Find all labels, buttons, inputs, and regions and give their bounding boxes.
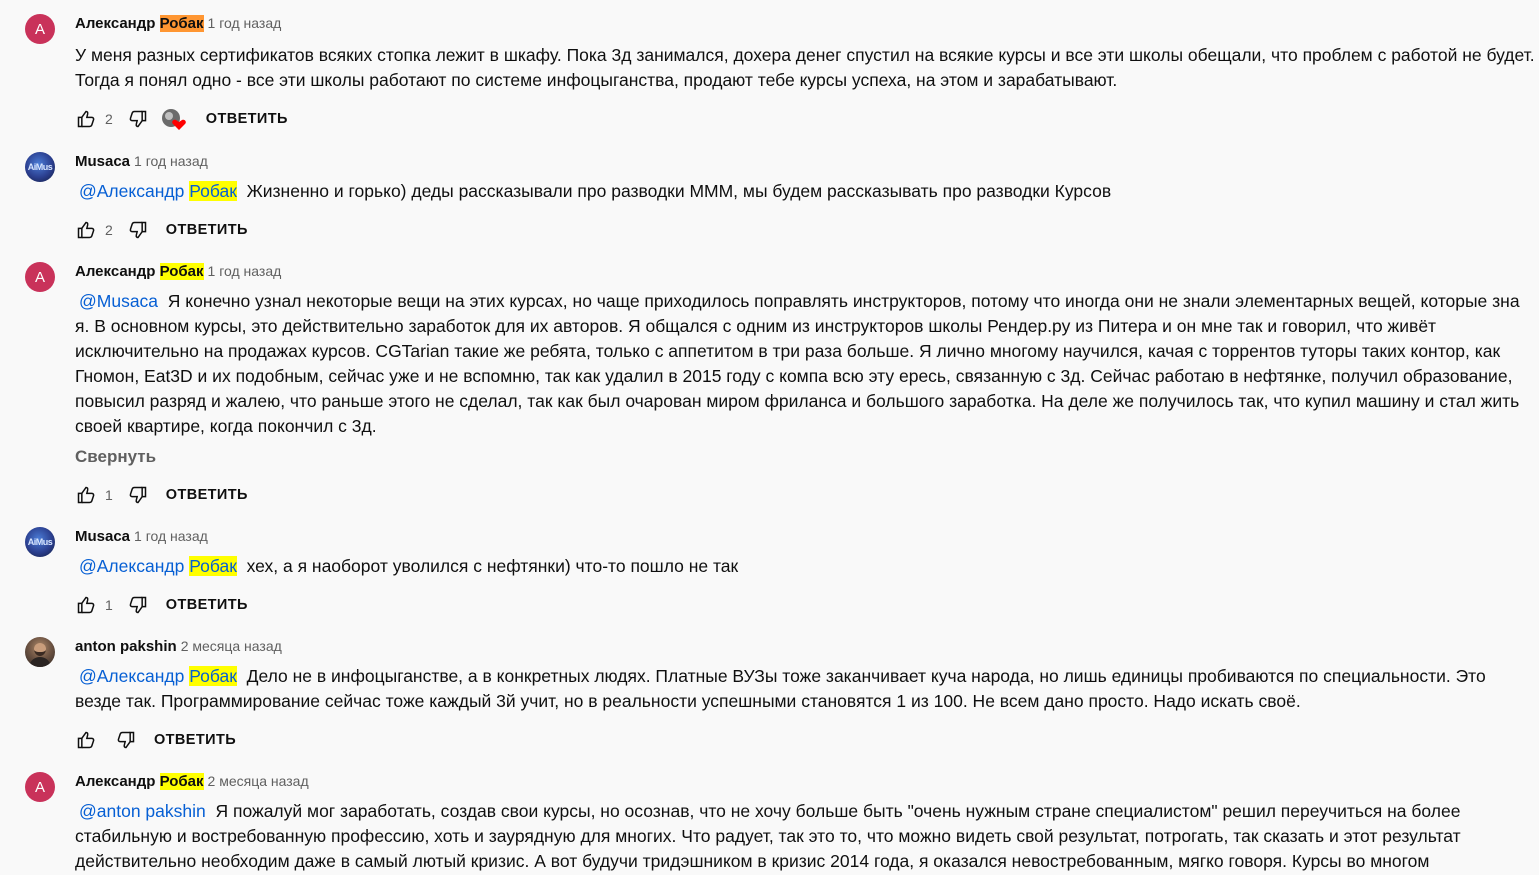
comment-text: @Александр Робак Дело не в инфоцыганстве, а в конкретных людях. Платные ВУЗы тоже заканчивает куча народа, но лишь единицы пробиваются по специальности. Это везде так. Программирование сейчас тоже каждый 3й учит, но в реальности успешными становятся 1 из 100. Не всем дано просто. Надо искать своё. (75, 666, 1486, 711)
avatar[interactable]: AiMus (25, 527, 55, 557)
creator-heart-icon (160, 107, 190, 131)
dislike-icon[interactable] (127, 594, 149, 616)
comment-timestamp[interactable]: 1 год назад (134, 153, 208, 169)
comment-text: @anton pakshin Я пожалуй мог заработать, создав свои курсы, но осознав, что не хочу больше быть "очень нужным стране специалистом" решил переучиться на более стабильную и востребованную профессию, хоть и заурядную для многих. Что радует, так это то, что можно видеть свой результат, потрогать, так сказать и этот результат действительно необходим даже в самый лютый кризис. А вот будучи тридэшником в кризис 2014 года, я оказался невостребованным, мягко говоря. Курсы во многом (75, 801, 1461, 871)
comment-author[interactable]: Александр Робак (75, 15, 204, 32)
like-count: 2 (105, 111, 113, 127)
avatar[interactable]: А (25, 262, 55, 292)
comment-actions (75, 483, 248, 507)
mention-link[interactable]: @Александр Робак (79, 666, 237, 686)
comment-author[interactable]: Musaca (75, 153, 131, 170)
comment-text: У меня разных сертификатов всяких стопка лежит в шкафу. Пока 3д занимался, дохера денег спустил на всякие курсы и все эти школы обещали, что проблем с работой не будет. Тогда я понял одно - все эти школы работают по системе инфоцыганства, продают тебе курсы успеха, на этом и зарабатывают. (75, 45, 1535, 90)
like-count: 1 (105, 487, 113, 503)
comment-author[interactable]: Musaca (75, 528, 131, 545)
like-icon[interactable] (75, 108, 97, 130)
comment-author[interactable]: Александр Робак (75, 773, 204, 790)
comment-text: @Александр Робак Жизненно и горько) деды рассказывали про разводки МММ, мы будем рассказывать про разводки Курсов (79, 181, 1112, 201)
mention-link[interactable]: @Musaca (79, 291, 159, 311)
like-icon[interactable] (75, 729, 97, 751)
comment-timestamp[interactable]: 1 год назад (134, 528, 208, 544)
like-icon[interactable] (75, 484, 97, 506)
dislike-icon[interactable] (115, 729, 137, 751)
reply-button[interactable]: ОТВЕТИТЬ (205, 111, 288, 127)
comment-timestamp[interactable]: 1 год назад (207, 263, 282, 279)
like-count: 1 (105, 597, 113, 613)
mention-link[interactable]: @Александр Робак (79, 556, 237, 576)
dislike-icon[interactable] (127, 108, 149, 130)
reply-button[interactable]: ОТВЕТИТЬ (154, 732, 237, 748)
mention-link[interactable]: @Александр Робак (79, 181, 237, 201)
avatar[interactable]: AiMus (25, 152, 55, 182)
reply-button[interactable]: ОТВЕТИТЬ (165, 487, 248, 503)
like-icon[interactable] (75, 219, 97, 241)
mention-link[interactable]: @anton pakshin (79, 801, 206, 821)
comment-actions (75, 107, 288, 131)
avatar[interactable] (25, 637, 55, 667)
user-photo-icon (25, 637, 55, 667)
dislike-icon[interactable] (127, 484, 149, 506)
comment-actions (75, 728, 236, 752)
comment-actions (75, 218, 248, 242)
reply-button[interactable]: ОТВЕТИТЬ (165, 222, 248, 238)
reply-button[interactable]: ОТВЕТИТЬ (165, 597, 248, 613)
comment-actions (75, 593, 248, 617)
avatar[interactable]: А (25, 14, 55, 44)
comment-timestamp[interactable]: 1 год назад (207, 15, 282, 31)
avatar[interactable]: А (25, 772, 55, 802)
dislike-icon[interactable] (127, 219, 149, 241)
comment-author[interactable]: Александр Робак (75, 263, 204, 280)
comment-timestamp[interactable]: 2 месяца назад (180, 638, 282, 654)
comment-text: @Musaca Я конечно узнал некоторые вещи на этих курсах, но чаще приходилось поправлять инструкторов, потому что иногда они не знали элементарных вещей, которые зна я. В основном курсы, это действительно заработок для их авторов. Я общался с одним из инструкторов школы Рендер.ру из Питера и он мне так и говорил, что живёт исключительно на продажах курсов. CGTarian такие же ребята, только с аппетитом в три раза больше. Я лично многому научился, качая с торрентов туторы таких контор, как Гномон, Eat3D и их подобным, сейчас уже и не вспомню, так как удалил в 2015 году с компа всю эту ересь, связанную с 3д. Сейчас работаю в нефтянке, получил образование, повысил разряд и жалею, что раньше этого не сделал, так как был очарован миром фриланса и большого заработка. На деле же получилось так, что купил машину и стал жить своей квартире, когда покончил с 3д. (75, 291, 1520, 436)
like-count: 2 (105, 222, 113, 238)
like-icon[interactable] (75, 594, 97, 616)
collapse-button[interactable]: Свернуть (75, 447, 157, 466)
comment-author[interactable]: anton pakshin (75, 638, 177, 655)
comment-text: @Александр Робак хех, а я наоборот уволился с нефтянки) что-то пошло не так (79, 556, 739, 576)
comment-timestamp[interactable]: 2 месяца назад (207, 773, 309, 789)
